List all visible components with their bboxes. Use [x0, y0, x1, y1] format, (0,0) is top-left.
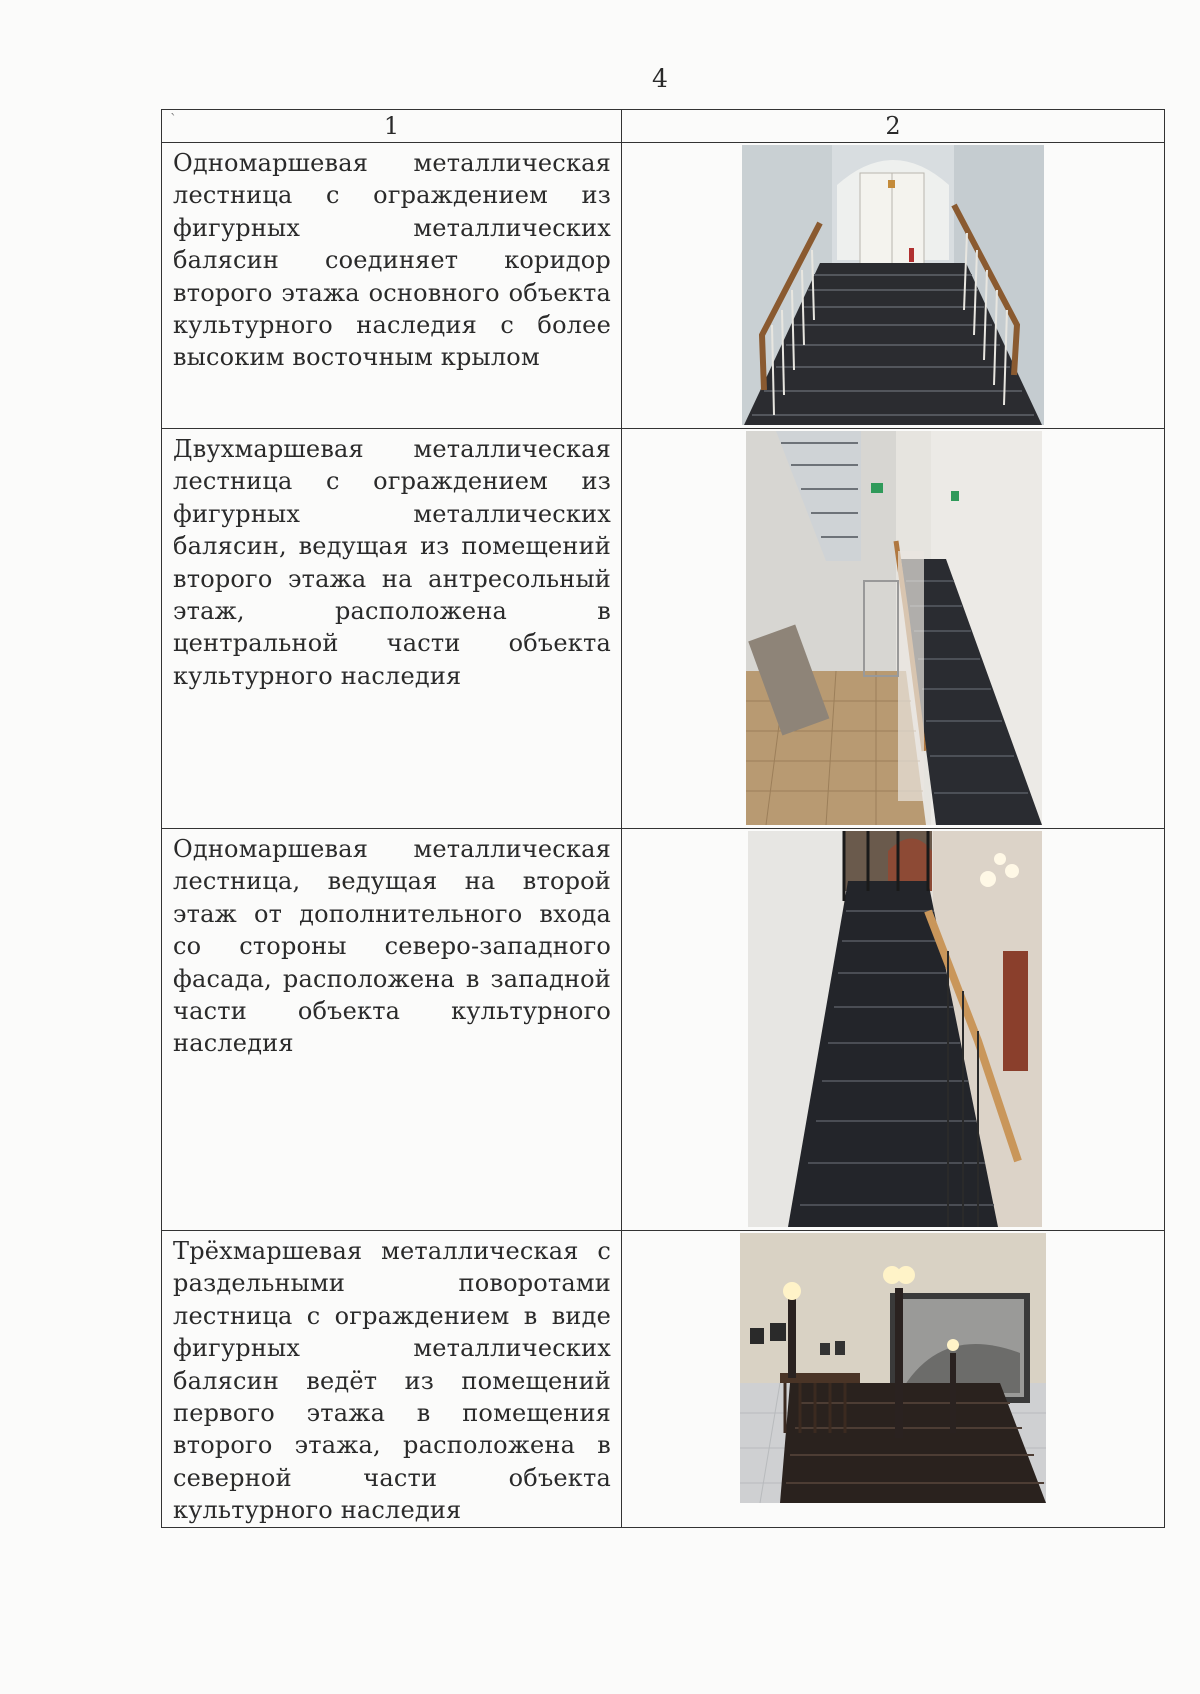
- staircase-description: Одномаршевая металлическая лестница, ведущая на второй этаж от дополнительного входа со стороны северо-западного фасада, расположена в западной части объекта культурного наследия: [173, 835, 611, 1058]
- scan-mark: `: [170, 112, 177, 128]
- staircase-photo: [740, 1233, 1046, 1503]
- staircase-photo: [742, 145, 1044, 425]
- staircase-description: Одномаршевая металлическая лестница с ограждением из фигурных металлических балясин соединяет коридор второго этажа основного объекта культурного наследия с более высоким восточным крылом: [173, 149, 611, 372]
- description-cell: [162, 1231, 622, 1528]
- photo-cell: [622, 429, 1165, 829]
- table-row: [162, 1231, 1165, 1528]
- photo-cell: [622, 1231, 1165, 1528]
- table-row: [162, 143, 1165, 429]
- staircase-description: Двухмаршевая металлическая лестница с ограждением из фигурных металлических балясин, ведущая из помещений второго этажа на антресольный этаж, расположена в центральной части объекта культурного наследия: [173, 435, 611, 690]
- page-number: 4: [652, 64, 668, 93]
- staircase-description: Трёхмаршевая металлическая с раздельными поворотами лестница с ограждением в виде фигурных металлических балясин ведёт из помещений первого этажа в помещения второго этажа, расположена в северной части объекта культурного наследия: [173, 1237, 611, 1525]
- description-cell: [162, 829, 622, 1231]
- photo-cell: [622, 143, 1165, 429]
- description-cell: [162, 429, 622, 829]
- column-header-1: 1: [162, 110, 622, 143]
- staircase-photo: [746, 431, 1042, 825]
- table-header-row: [162, 110, 1165, 143]
- staircase-table: [161, 109, 1165, 1528]
- table-row: [162, 429, 1165, 829]
- staircase-photo: [748, 831, 1042, 1227]
- description-cell: [162, 143, 622, 429]
- photo-cell: [622, 829, 1165, 1231]
- table-row: [162, 829, 1165, 1231]
- column-header-2: 2: [622, 110, 1165, 143]
